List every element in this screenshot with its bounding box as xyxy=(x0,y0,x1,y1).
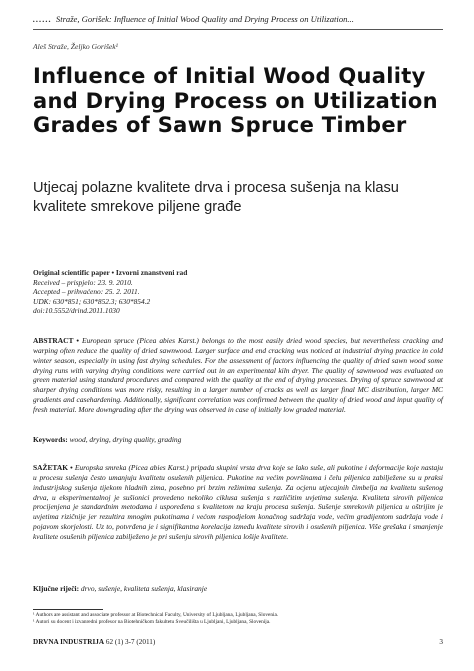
sazetak-text: Europska smreka (Picea abies Karst.) pripada skupini vrsta drva koje se lako suše, ali pukotine i deformacije koje nastaju u procesu sušenja često umanjuju kvalitetu osušenih piljenica. Pukotine na većim površinama i čelu piljenica zabilježene su u praksi industrijskog sušenja tijekom hladnih zima, posebno pri brzim režimima sušenja. Za ocjenu utjecajnih čimbelja na kvalitetu sušenog drva, u eksperimentalnoj je sušionici provedeno nekoliko ciklusa sušenja s različitim uvjetima sušenja. Kvaliteta sirovih piljenica procijenjena je standardnim metodama i uspoređena s kvalitetom na kraju procesa sušenja. Sušenje smrekovih piljenica u oštrijim je uvjetima rizičnije jer rezultira mnogim pukotinama i većom raspodjelom konačnog sadržaja vode, većim gradijentom sadržaja vode i pojavom skorjelosti. Uz to, potvrđena je i signifikantna korelacija između kvalitete sirovih i osušenih piljenica. Više grešaka i smanjenje kvalitete osušenih piljenica zabilježeno je pri sušenju sirovih piljenica lošije kvalitete. xyxy=(33,463,443,541)
journal-footer xyxy=(33,638,443,646)
doi-link[interactable]: doi:10.5552/drind.2011.1030 xyxy=(33,306,120,316)
footnote-croatian: ¹ Autori su docent i izvanredni profesor na Biotehničkom fakultetu Sveučilišta u Ljubljani, Ljubljana, Slovenija. xyxy=(33,619,271,626)
footnote-rule xyxy=(33,609,103,610)
kljucne-text: drvo, sušenje, kvaliteta sušenja, klasiranje xyxy=(80,584,208,593)
paper-title-english: Influence of Initial Wood Quality and Drying Process on Utilization Grades of Sawn Spruce Timber xyxy=(33,64,438,137)
received-date: Received – prispjelo: 23. 9. 2010. xyxy=(33,277,133,287)
kljucne-rijeci xyxy=(33,584,443,594)
page-number: 3 xyxy=(439,638,443,646)
keywords xyxy=(33,435,443,445)
sazetak-label: SAŽETAK • xyxy=(33,463,73,472)
keywords-label: Keywords: xyxy=(33,435,68,444)
footnotes xyxy=(33,612,443,627)
paper-type: Original scientific paper • Izvorni znanstveni rad xyxy=(33,268,188,277)
abstract xyxy=(33,336,443,415)
header-rule xyxy=(33,29,443,30)
sazetak xyxy=(33,463,443,542)
footnote-english: ¹ Authors are assistant and associate professor at Biotechnical Faculty, University of Ljubljana, Ljubljana, Slovenia. xyxy=(33,612,279,618)
authors: Aleš Straže, Željko Gorišek¹ xyxy=(33,42,118,51)
article-metadata xyxy=(33,268,443,316)
kljucne-label: Ključne riječi: xyxy=(33,584,80,593)
running-head xyxy=(33,14,453,24)
abstract-label: ABSTRACT • xyxy=(33,336,79,345)
running-head-dots: ...... xyxy=(33,14,52,24)
abstract-text: European spruce (Picea abies Karst.) belongs to the most easily dried wood species, but nevertheless cracking and warping often reduce the quality of dried sawnwood. Larger surface and end cracking was noticed at industrial drying practice in cold winter season, especially in using fast drying schedules. For the assessment of factors influencing the quality of dried sawn wood some drying runs with varying drying conditions were carried out in an experimental kiln dryer. The quality of sawnwood was evaluated on green material using standard procedures and compared with the quality at the end of drying processes. Drying of spruce sawnwood at sharper drying conditions was more risky, resulting in a larger number of cracks as well as larger final MC distribution, larger MC gradients and casehardening. Additionally, significant correlation was confirmed between the quality of dried wood and input quality of fresh material. More downgrading after the drying was observed in case of initially low graded material. xyxy=(33,336,443,414)
udk-code: UDK: 630*851; 630*852.3; 630*854.2 xyxy=(33,296,151,306)
keywords-text: wood, drying, drying quality, grading xyxy=(69,435,182,444)
journal-issue: 62 (1) 3-7 (2011) xyxy=(105,638,156,646)
paper-title-croatian: Utjecaj polazne kvalitete drva i procesa sušenja na klasu kvalitete smrekove piljene građe xyxy=(33,180,399,215)
accepted-date: Accepted – prihvaćeno: 25. 2. 2011. xyxy=(33,287,140,297)
journal-name: DRVNA INDUSTRIJA xyxy=(33,638,105,646)
running-head-text: Straže, Gorišek: Influence of Initial Wood Quality and Drying Process on Utilization... xyxy=(55,14,354,24)
